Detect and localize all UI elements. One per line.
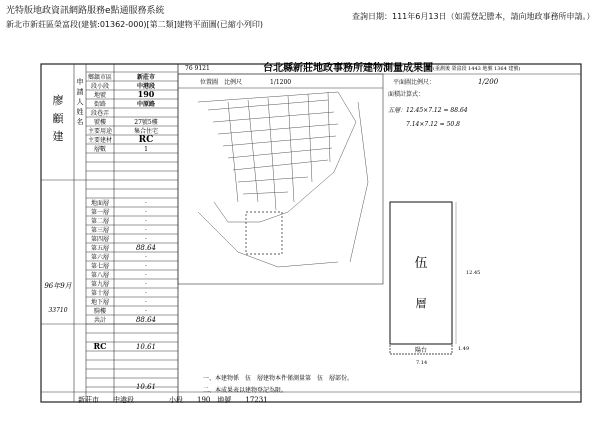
- note-2: 二、本成果表以建物登記為限。: [203, 387, 288, 394]
- floor-label: 第八層: [90, 272, 110, 279]
- row-value: 集合住宅: [133, 128, 159, 135]
- form-number: 76 9121: [185, 65, 210, 72]
- applicant-name-3: 建: [52, 130, 64, 143]
- floor-label: 層: [415, 297, 427, 310]
- footer-parcel: 新莊市 中港段 小段 190 地號 17231: [78, 396, 268, 404]
- row-value: 中原路: [136, 101, 156, 108]
- drawing-title: 台北縣新莊地政事務所建物測量成果圖: [263, 63, 433, 74]
- area-formula: 7.14×7.12 = 50.8: [388, 121, 460, 128]
- floor-label: 第五層: [90, 245, 110, 252]
- row-label: 主要建材: [87, 137, 113, 144]
- plan-scale: 1/200: [478, 78, 499, 86]
- area-formula: 五層：12.45×7.12 = 88.64: [388, 107, 468, 114]
- material-code: RC: [93, 341, 107, 351]
- floor-value: ·: [145, 236, 147, 243]
- floor-value: 88.64: [135, 244, 157, 252]
- row-label: 街路: [93, 101, 107, 108]
- floor-value: ·: [145, 218, 147, 225]
- floor-value: ·: [145, 263, 147, 270]
- floor-label: 地面層: [90, 200, 110, 207]
- material-area-repeat: 10.61: [135, 383, 157, 391]
- survey-drawing: [38, 62, 586, 414]
- row-value: 1: [144, 146, 148, 153]
- row-value: 190: [137, 89, 155, 99]
- floor-label: 第二層: [90, 218, 110, 225]
- survey-date: 96年9月: [44, 282, 72, 290]
- floor-value: ·: [145, 281, 147, 288]
- building-survey-document: [38, 62, 586, 414]
- floor-label: 騎樓: [93, 308, 107, 315]
- row-label: 段小段: [90, 83, 110, 90]
- floor-value: ·: [145, 272, 147, 279]
- dimension-bottom: 7.14: [416, 360, 428, 366]
- row-label: 號樓: [93, 119, 107, 126]
- document-border: [41, 64, 581, 402]
- applicant-label-1: 申: [76, 78, 84, 86]
- applicant-label-4: 姓: [76, 108, 84, 116]
- title-note: (重測後 榮富段 1443 地號 1364 建號): [433, 66, 521, 72]
- office-line: 新北市新莊區榮富段(建號:01362-000)[第二類]建物平面圖(已縮小列印): [6, 20, 264, 29]
- applicant-name-2: 顧: [52, 112, 64, 125]
- floor-value: ·: [145, 299, 147, 306]
- plan-scale-label: 平面圖比例尺：: [393, 79, 436, 86]
- note-1: 一、本建物係 伍 層建物本件僅測量第 伍 層部份。: [203, 375, 354, 382]
- dimension-small: 1.49: [458, 346, 470, 352]
- floor-label: 地下層: [90, 299, 110, 306]
- row-label: 段巷弄: [90, 110, 110, 117]
- floor-label: 第七層: [90, 263, 110, 270]
- location-scale: 1/1200: [270, 79, 292, 86]
- subject-parcel: [246, 212, 282, 254]
- floor-value: ·: [145, 290, 147, 297]
- row-value: 新莊市: [136, 74, 156, 81]
- location-label: 位置圖 比例尺: [200, 79, 243, 86]
- parcel-map-sketch: [198, 92, 368, 267]
- survey-number: 33710: [48, 307, 68, 314]
- row-label: 地號: [93, 92, 107, 99]
- material-area: 10.61: [135, 343, 157, 351]
- floor-label: 第十層: [90, 290, 110, 297]
- row-value: 27號5樓: [134, 119, 158, 126]
- floor-value: ·: [145, 254, 147, 261]
- floor-number: 伍: [414, 256, 428, 271]
- floor-value: ·: [145, 227, 147, 234]
- row-label: 鄉鎮市區: [87, 74, 113, 81]
- total-value: 88.64: [135, 316, 157, 324]
- row-label: 層數: [93, 146, 107, 153]
- query-date: 查詢日期：111年6月13日（如需登記謄本，請向地政事務所申請。）: [352, 12, 595, 21]
- floor-label: 第一層: [90, 209, 110, 216]
- floor-label: 第三層: [90, 227, 110, 234]
- floor-value: ·: [145, 209, 147, 216]
- floor-label: 第四層: [90, 236, 110, 243]
- balcony-label: 陽台: [414, 347, 428, 354]
- floor-value: ·: [145, 308, 147, 315]
- applicant-label-2: 請: [76, 88, 84, 96]
- row-value: 中港段: [136, 83, 156, 90]
- system-title: 光特版地政資訊網路服務e點通服務系統: [6, 6, 165, 16]
- dimension-right: 12.45: [466, 270, 481, 276]
- total-label: 共計: [93, 317, 107, 324]
- floor-plan: [390, 202, 452, 344]
- applicant-name-1: 廖: [52, 94, 64, 107]
- floor-label: 第六層: [90, 254, 110, 261]
- area-label: 面積計算式：: [388, 91, 425, 98]
- row-value: RC: [138, 135, 154, 145]
- applicant-label-5: 名: [76, 118, 84, 126]
- row-label: 主要用途: [87, 128, 113, 135]
- applicant-label-3: 人: [76, 98, 84, 106]
- floor-label: 第九層: [90, 281, 110, 288]
- floor-value: ·: [145, 200, 147, 207]
